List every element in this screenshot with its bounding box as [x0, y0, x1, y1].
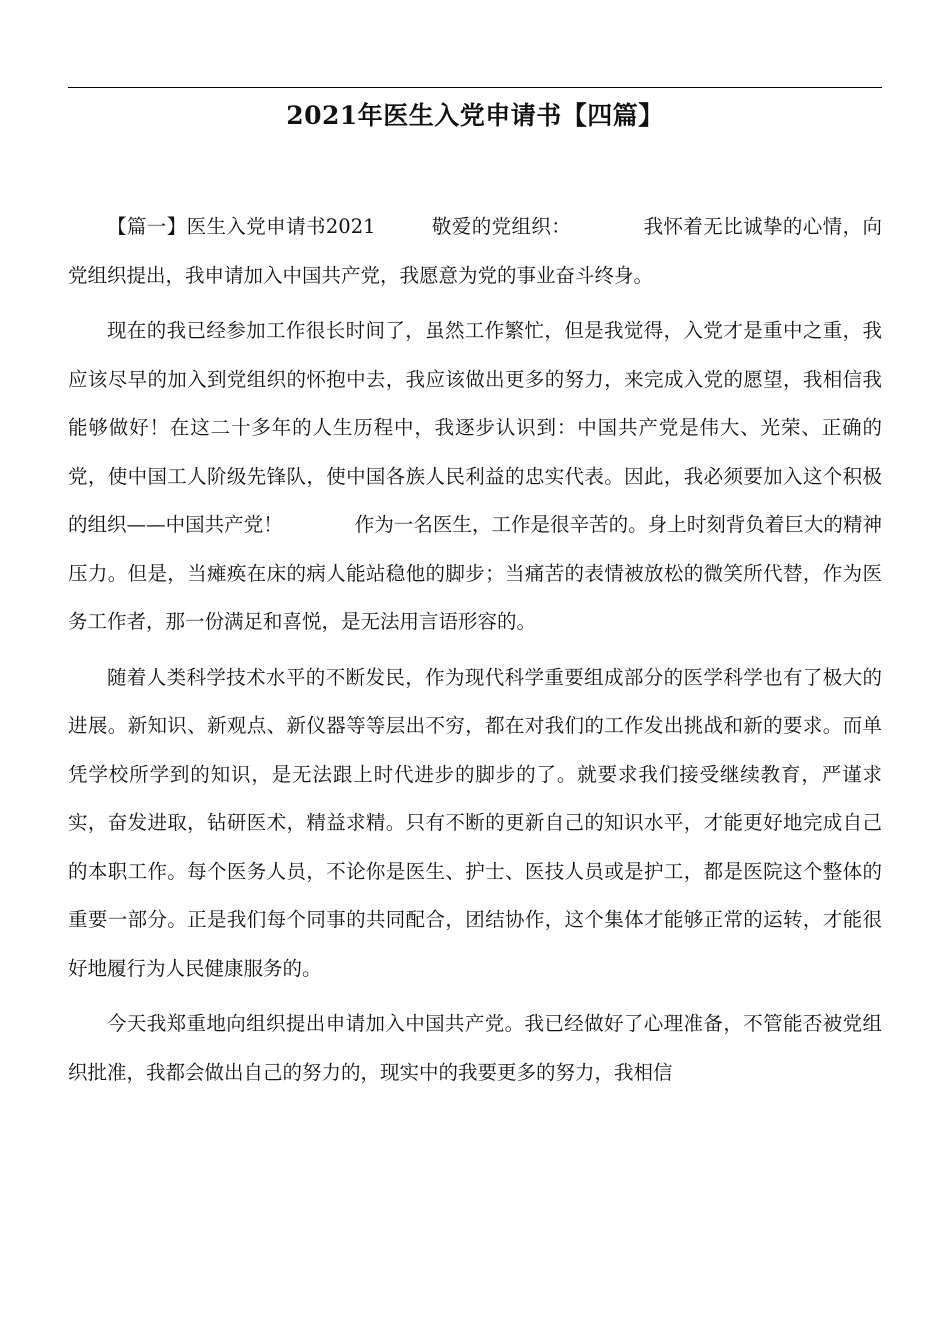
opening-text: 我怀着无比诚挚的心情，向党组织提出，我申请加入中国共产党，我愿意为党的事业奋斗终身。: [68, 215, 882, 287]
page-title: 2021年医生入党申请书【四篇】: [286, 101, 664, 130]
paragraph-1: [68, 203, 882, 300]
header-rule: [68, 87, 882, 88]
paragraph-text: 作为一名医生，工作是很辛苦的。身上时刻背负着巨大的精神压力。但是，当瘫痪在床的病人能站稳他的脚步；当痛苦的表情被放松的微笑所代替，作为医务工作者，那一份满足和喜悦，是无法用言语形容的。: [68, 513, 882, 633]
section-heading: 【篇一】医生入党申请书2021: [107, 215, 376, 238]
paragraph-4: 今天我郑重地向组织提出申请加入中国共产党。我已经做好了心理准备，不管能否被党组织批准，我都会做出自己的努力的，现实中的我要更多的努力，我相信: [68, 1012, 882, 1084]
paragraph-text: 现在的我已经参加工作很长时间了，虽然工作繁忙，但是我觉得，入党才是重中之重，我应该尽早的加入到党组织的怀抱中去，我应该做出更多的努力，来完成入党的愿望，我相信我能够做好！在这二十多年的人生历程中，我逐步认识到：中国共产党是伟大、光荣、正确的党，使中国工人阶级先锋队，使中国各族人民利益的忠实代表。因此，我必须要加入这个积极的组织——中国共产党！: [68, 319, 882, 536]
paragraph-3: 随着人类科学技术水平的不断发民，作为现代科学重要组成部分的医学科学也有了极大的进展。新知识、新观点、新仪器等等层出不穷，都在对我们的工作发出挑战和新的要求。而单凭学校所学到的知识，是无法跟上时代进步的脚步的了。就要求我们接受继续教育，严谨求实，奋发进取，钻研医术，精益求精。只有不断的更新自己的知识水平，才能更好地完成自己的本职工作。每个医务人员，不论你是医生、护士、医技人员或是护工，都是医院这个整体的重要一部分。正是我们每个同事的共同配合，团结协作，这个集体才能够正常的运转，才能很好地履行为人民健康服务的。: [68, 665, 882, 980]
salutation: 敬爱的党组织：: [431, 215, 572, 238]
paragraph-2: [68, 307, 882, 647]
document-body: [68, 203, 882, 1104]
